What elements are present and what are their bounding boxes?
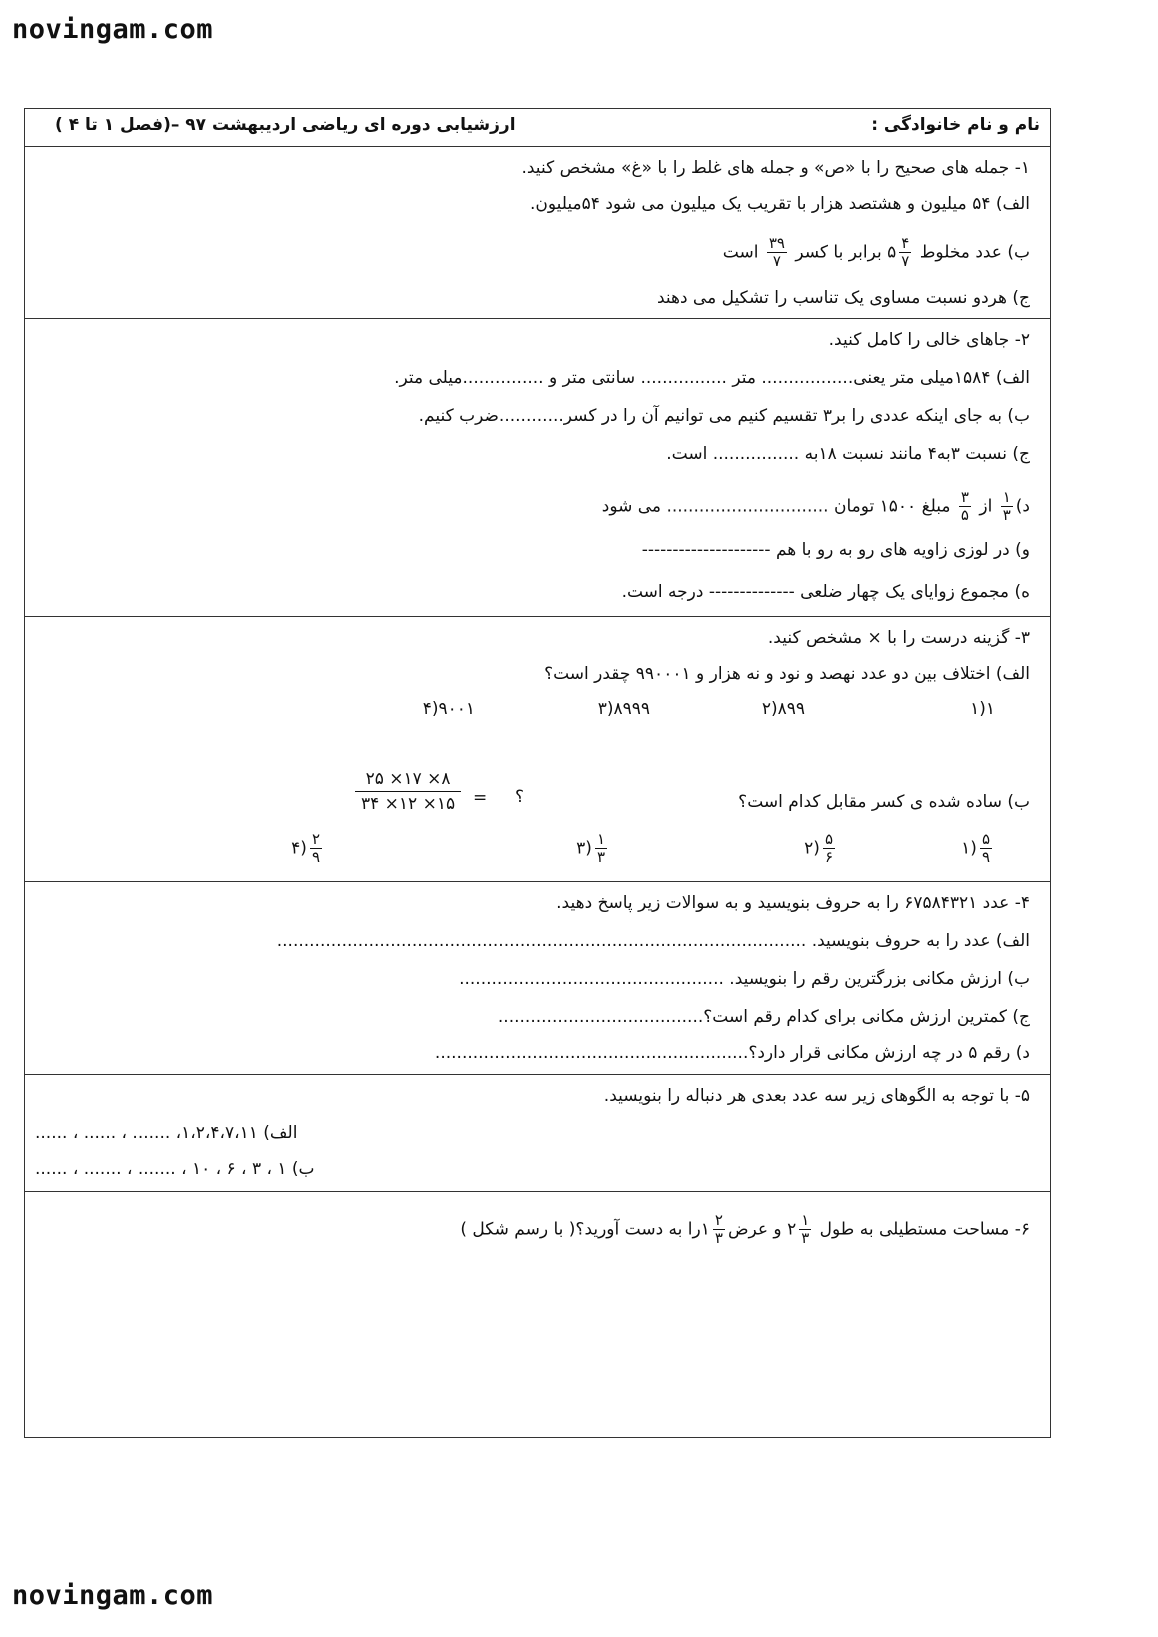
q4-d: د) رقم ۵ در چه ارزش مکانی قرار دارد؟.......................................................... (434, 1043, 1030, 1063)
exam-sheet (24, 108, 1051, 1438)
q4-b: ب) ارزش مکانی بزرگترین رقم را بنویسید. ................................................. (459, 969, 1030, 989)
question-5 (25, 1075, 1050, 1192)
q3-b-option-2[interactable]: $\frac{۵}{۶}$ (۲ (804, 830, 833, 866)
q3-a: الف) اختلاف بین دو عدد نهصد و نود و نه هزار و ۹۹۰۰۰۱ چقدر است؟ (544, 664, 1030, 684)
watermark-top: novingam.com (12, 14, 214, 45)
q2-d: د) $\frac{۱}{۳}$ از $\frac{۳}{۵}$ مبلغ ۱۵۰۰ تومان .............................. می شود (601, 488, 1030, 524)
q4-title: ۴- عدد ۶۷۵۸۴۳۲۱ را به حروف بنویسید و به سوالات زیر پاسخ دهید. (556, 893, 1030, 913)
q1-c: ج) هردو نسبت مساوی یک تناسب را تشکیل می دهند (656, 288, 1030, 308)
q1-title: ۱- جمله های صحیح را با «ص» و جمله های غلط را با «غ» مشخص کنید. (521, 158, 1030, 178)
watermark-bottom: novingam.com (12, 1580, 214, 1611)
q1-b-pre: ب) عدد مخلوط (919, 242, 1030, 263)
q2-e: و) در لوزی زاویه های رو به رو با هم --------------------- (641, 540, 1030, 560)
q3-a-option-4[interactable]: ۹۰۰۱(۴ (422, 699, 475, 719)
q1-b-mid: برابر با کسر (795, 242, 882, 263)
question-4 (25, 882, 1050, 1075)
q1-b-post: است (722, 242, 759, 263)
q1-fraction: $\frac{۳۹}{۷}$ (768, 234, 785, 270)
q6-length-fraction: $\frac{۱}{۳}$ (801, 1211, 810, 1247)
q3-b-option-4[interactable]: $\frac{۲}{۹}$ (۴ (291, 830, 320, 866)
q2-title: ۲- جاهای خالی را کامل کنید. (828, 330, 1030, 350)
q3-a-option-1[interactable]: ۱(۱ (970, 699, 995, 719)
q2-b: ب) به جای اینکه عددی را بر۳ تقسیم کنیم می توانیم آن را در کسر............ضرب کنیم. (418, 406, 1030, 426)
q3-title: ۳- گزینه درست را با × مشخص کنید. (767, 628, 1030, 648)
q3-a-option-2[interactable]: ۸۹۹(۲ (761, 699, 805, 719)
q5-sequence-a: ...... ، ...... ، ....... ،۱،۲،۴،۷،۱۱ (الف (35, 1123, 298, 1143)
q6-width-fraction: $\frac{۲}{۳}$ (714, 1211, 723, 1247)
question-6 (25, 1192, 1050, 1437)
q2-a: الف) ۱۵۸۴میلی متر یعنی................. متر ................ سانتی متر و ...............میلی متر. (394, 368, 1030, 388)
q3-b-option-1[interactable]: $\frac{۵}{۹}$ (۱ (961, 830, 990, 866)
q2-c: ج) نسبت ۳به۴ مانند نسبت ۱۸به ................ است. (666, 444, 1030, 464)
question-2 (25, 319, 1050, 617)
q1-b (723, 235, 1030, 270)
question-3 (25, 617, 1050, 882)
q3-b-option-3[interactable]: $\frac{۱}{۳}$ (۳ (576, 830, 605, 866)
q1-a: الف) ۵۴ میلیون و هشتصد هزار با تقریب یک میلیون می شود ۵۴میلیون. (530, 194, 1030, 214)
q1-mixed-fraction: $\frac{۴}{۷}$ (901, 234, 910, 270)
q2-f: ه) مجموع زوایای یک چهار ضلعی -------------- درجه است. (621, 582, 1030, 602)
q3-b-expression: ۲۵ ×۱۷ ×۸ ۳۴ ×۱۲ ×۱۵ (355, 767, 461, 816)
q3-b: ب) ساده شده ی کسر مقابل کدام است؟ (738, 792, 1030, 812)
q5-sequence-b: ...... ، ....... ، ....... ، ۱۰ ، ۶ ، ۳ ، ۱ (ب (35, 1159, 315, 1179)
name-label: نام و نام خانوادگی : (871, 115, 1040, 135)
q4-c: ج) کمترین ارزش مکانی برای کدام رقم است؟...................................... (497, 1007, 1030, 1027)
q6-title: ۶- مساحت مستطیلی به طول $\frac{۱}{۳}$ ۲ و عرض $\frac{۲}{۳}$ ۱را به دست آورید؟( با رسم شکل ) (460, 1211, 1030, 1247)
q5-title: ۵- با توجه به الگوهای زیر سه عدد بعدی هر دنباله را بنویسید. (603, 1086, 1030, 1106)
exam-title: ارزشیابی دوره ای ریاضی اردیبهشت ۹۷ –(فصل ۱ تا ۴ ) (55, 115, 516, 135)
q2-fraction-1: $\frac{۱}{۳}$ (1002, 488, 1011, 524)
q1-mixed-whole: ۵ (887, 242, 897, 263)
header-row (25, 109, 1050, 147)
q2-fraction-2: $\frac{۳}{۵}$ (960, 488, 969, 524)
q3-a-option-3[interactable]: ۸۹۹۹(۳ (597, 699, 650, 719)
question-1 (25, 147, 1050, 319)
q3-b-equals: = (473, 788, 488, 808)
q4-a: الف) عدد را به حروف بنویسید. .................................................................................................. (276, 931, 1030, 951)
q3-b-question-mark: ؟ (515, 787, 525, 807)
